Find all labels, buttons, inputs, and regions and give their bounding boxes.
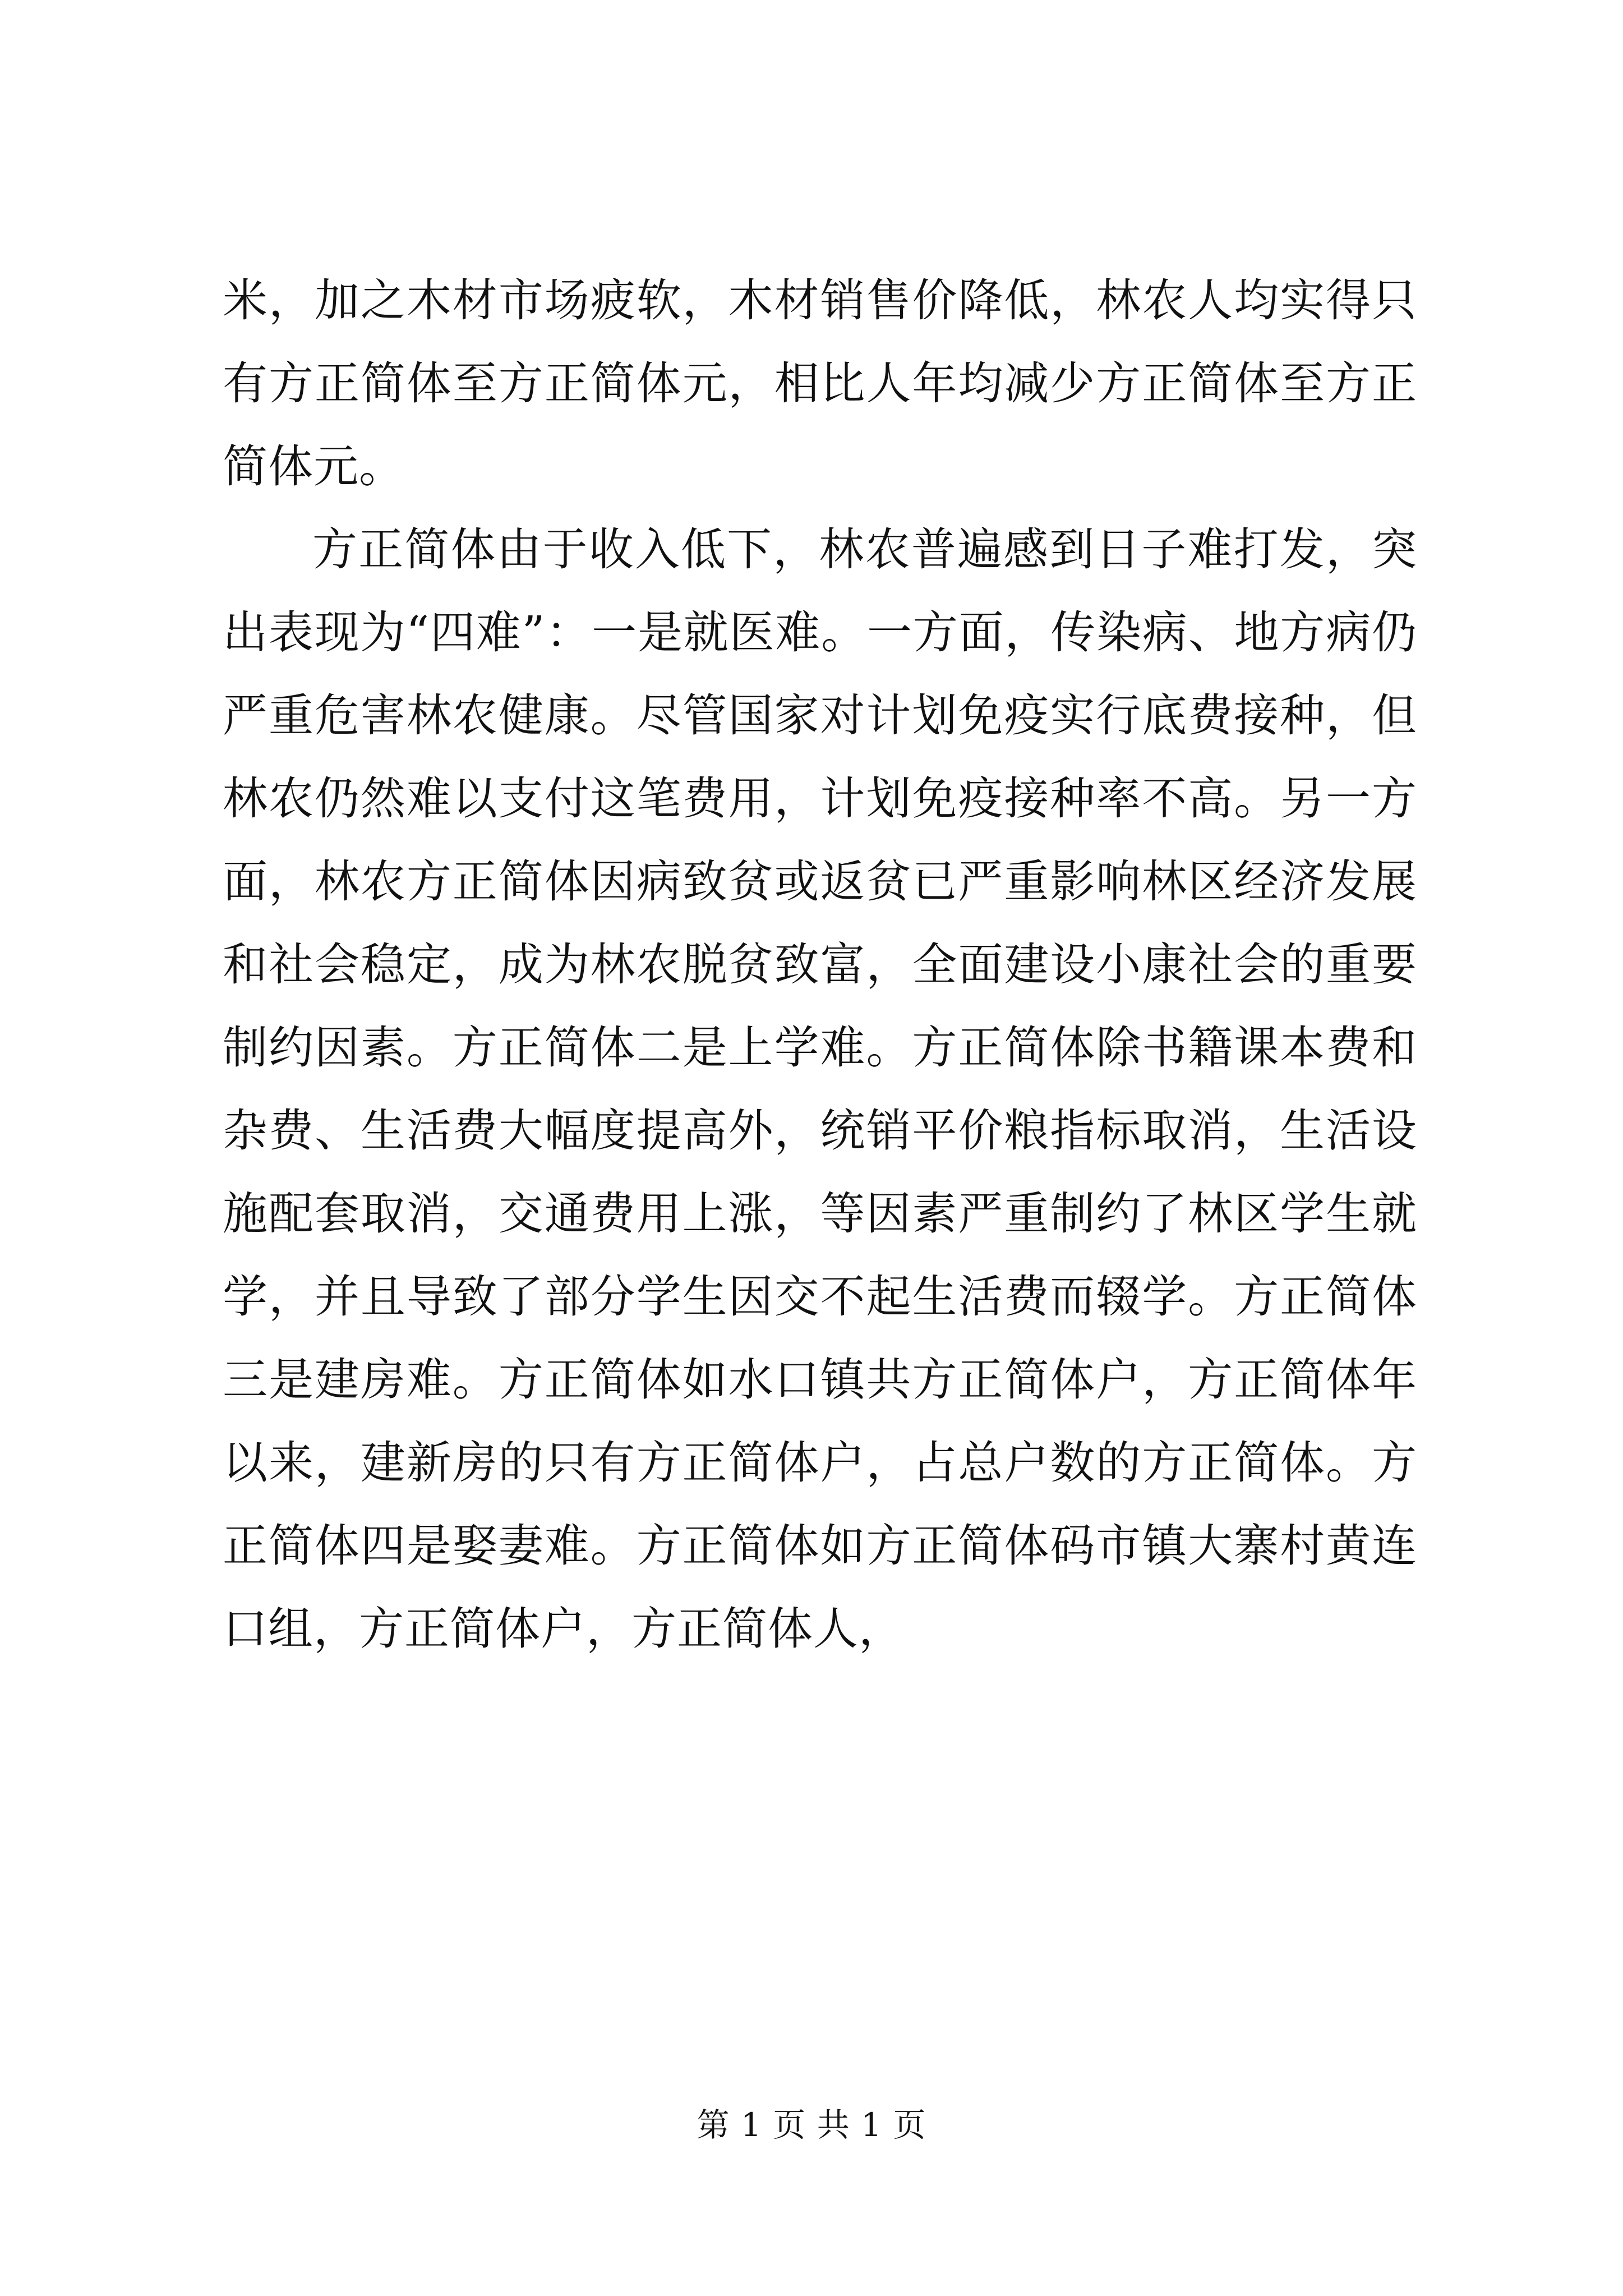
document-body — [223, 259, 1417, 1671]
paragraph-2: 方正简体由于收入低下，林农普遍感到日子难打发，突出表现为“四难”：一是就医难。一方面，传染病、地方病仍严重危害林农健康。尽管国家对计划免疫实行底费接种，但林农仍然难以支付这笔费用，计划免疫接种率不高。另一方面，林农方正简体因病致贫或返贫已严重影响林区经济发展和社会稳定，成为林农脱贫致富，全面建设小康社会的重要制约因素。方正简体二是上学难。方正简体除书籍课本费和杂费、生活费大幅度提高外，统销平价粮指标取消，生活设施配套取消，交通费用上涨，等因素严重制约了林区学生就学，并且导致了部分学生因交不起生活费而辍学。方正简体三是建房难。方正简体如水口镇共方正简体户，方正简体年以来，建新房的只有方正简体户，占总户数的方正简体。方正简体四是娶妻难。方正简体如方正简体码市镇大寨村黄连口组，方正简体户，方正简体人， — [223, 523, 1417, 1655]
page-footer: 第 1 页 共 1 页 — [697, 2106, 926, 2144]
paragraph-1: 米，加之木材市场疲软，木材销售价降低，林农人均实得只有方正简体至方正简体元，相比人年均减少方正简体至方正简体元。 — [223, 274, 1417, 493]
